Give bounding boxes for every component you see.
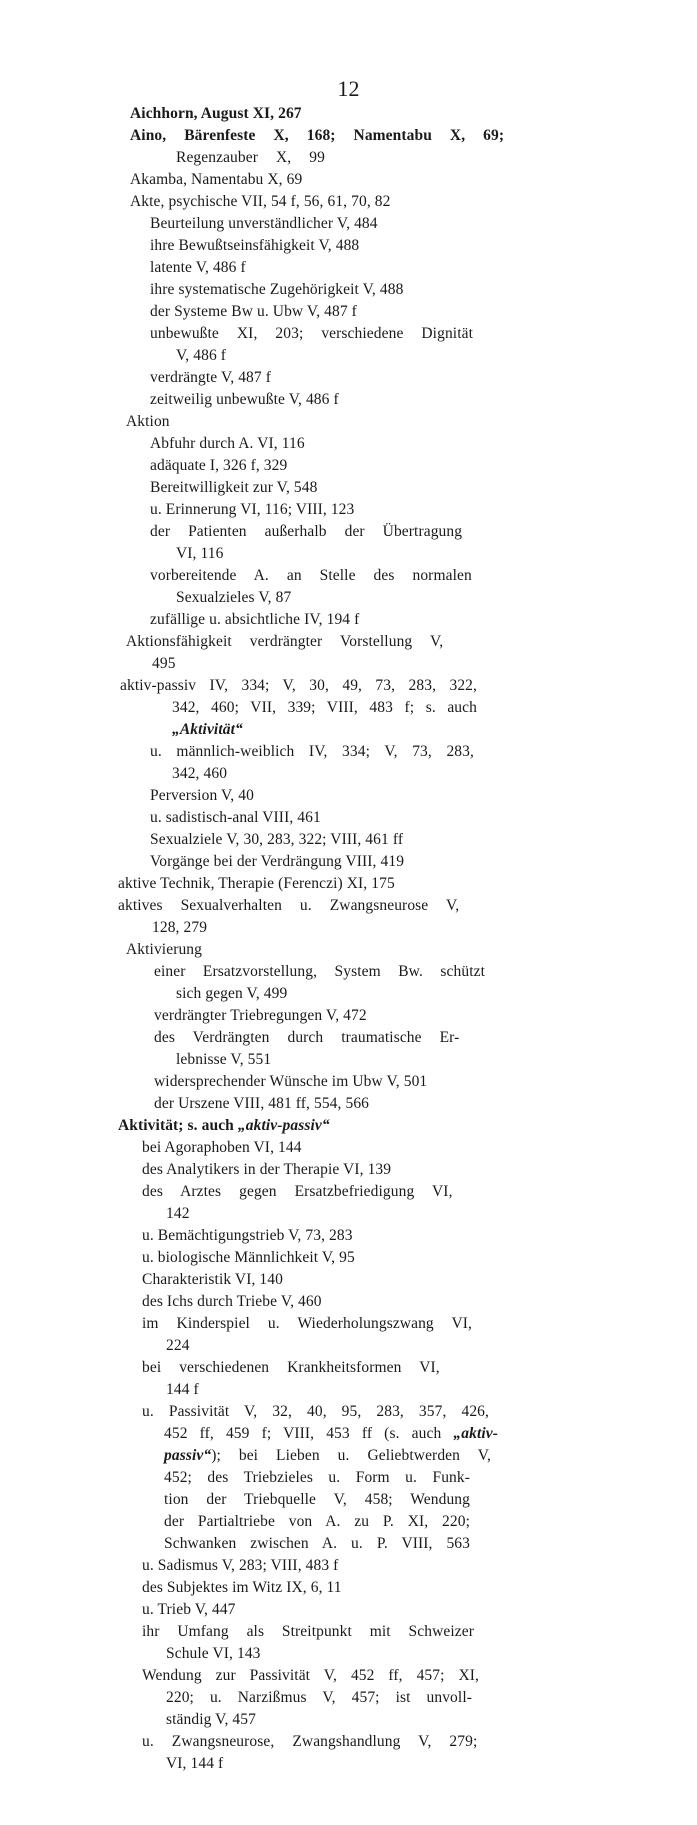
index-text: adäquate I, 326 f, 329 — [150, 457, 288, 474]
index-text: Sexualziele V, 30, 283, 322; VIII, 461 ff — [150, 831, 404, 848]
index-text: 495 — [152, 655, 176, 672]
index-line — [150, 236, 359, 256]
index-line — [150, 390, 339, 410]
index-text: passiv“ — [164, 1447, 212, 1464]
index-text: 142 — [166, 1205, 190, 1222]
index-text: Regenzauber X, 99 — [176, 149, 325, 166]
index-text: der Partialtriebe von A. zu P. XI, 220; — [164, 1513, 470, 1530]
index-line — [176, 346, 226, 366]
index-line — [120, 676, 477, 696]
index-line — [126, 632, 443, 652]
index-text: 452; des Triebzieles u. Form u. Funk- — [164, 1469, 470, 1486]
index-line — [150, 742, 474, 762]
index-line — [176, 984, 287, 1004]
index-line — [150, 786, 254, 806]
index-text: des Verdrängten durch traumatische Er- — [154, 1029, 460, 1046]
index-text: Wendung zur Passivität V, 452 ff, 457; XI, — [142, 1667, 479, 1684]
index-line — [142, 1226, 353, 1246]
index-line — [150, 830, 403, 850]
index-text: Aichhorn, August XI, 267 — [130, 105, 302, 122]
page-number: 12 — [337, 76, 360, 101]
index-line — [166, 1336, 190, 1356]
index-line — [166, 1644, 261, 1664]
index-text: zufällige u. absichtliche IV, 194 f — [150, 611, 360, 628]
index-line — [166, 1688, 472, 1708]
index-line — [150, 214, 378, 234]
index-line — [142, 1314, 472, 1334]
index-text: 128, 279 — [152, 919, 208, 936]
index-text: bei Agoraphoben VI, 144 — [142, 1139, 302, 1156]
index-line — [152, 918, 207, 938]
index-line — [150, 808, 321, 828]
index-line — [142, 1160, 391, 1180]
index-line — [166, 1380, 199, 1400]
index-text: u. männlich-weiblich IV, 334; V, 73, 283, — [150, 743, 474, 760]
index-line — [142, 1270, 283, 1290]
index-text: aktive Technik, Therapie (Ferenczi) XI, 175 — [118, 875, 395, 892]
index-line — [130, 170, 302, 190]
index-text: bei verschiedenen Krankheitsformen VI, — [142, 1359, 440, 1376]
index-text: unbewußte XI, 203; verschiedene Dignität — [150, 325, 473, 342]
index-line — [164, 1446, 491, 1466]
index-line — [176, 1050, 271, 1070]
index-line — [142, 1292, 322, 1312]
index-line — [142, 1666, 479, 1686]
index-line — [172, 764, 227, 784]
index-text: Beurteilung unverständlicher V, 484 — [150, 215, 378, 232]
index-line — [166, 1710, 256, 1730]
index-text: u. Bemächtigungstrieb V, 73, 283 — [142, 1227, 353, 1244]
index-line — [142, 1248, 355, 1268]
index-text: 342, 460 — [172, 765, 228, 782]
index-text: Aktivierung — [126, 941, 203, 958]
index-text: aktives Sexualverhalten u. Zwangsneurose V, — [118, 897, 460, 914]
index-text: u. Erinnerung VI, 116; VIII, 123 — [150, 501, 355, 518]
index-line — [142, 1138, 302, 1158]
index-text: latente V, 486 f — [150, 259, 246, 276]
index-text: V, 486 f — [176, 347, 227, 364]
index-text: der Patienten außerhalb der Übertragung — [150, 523, 463, 540]
index-text: Aktionsfähigkeit verdrängter Vorstellung V, — [126, 633, 444, 650]
index-line — [118, 896, 459, 916]
index-line — [150, 852, 404, 872]
index-line — [150, 280, 403, 300]
index-line — [126, 412, 170, 432]
index-text: VI, 116 — [176, 545, 224, 562]
index-text: Akte, psychische VII, 54 f, 56, 61, 70, 82 — [130, 193, 391, 210]
index-text: des Ichs durch Triebe V, 460 — [142, 1293, 322, 1310]
index-line — [172, 698, 477, 718]
index-text: u. Passivität V, 32, 40, 95, 283, 357, 426, — [142, 1403, 489, 1420]
index-line — [172, 720, 243, 740]
index-text: 342, 460; VII, 339; VIII, 483 f; s. auch — [172, 699, 477, 716]
index-line — [142, 1622, 474, 1642]
index-text: „Aktivität“ — [172, 721, 243, 738]
index-text: Aktivität; s. auch — [118, 1117, 238, 1134]
index-line — [150, 258, 246, 278]
index-text: u. Sadismus V, 283; VIII, 483 f — [142, 1557, 339, 1574]
index-line — [150, 368, 271, 388]
index-line — [150, 302, 357, 322]
index-line — [142, 1600, 236, 1620]
index-line — [142, 1358, 440, 1378]
index-line — [166, 1754, 223, 1774]
index-text: Akamba, Namentabu X, 69 — [130, 171, 303, 188]
index-line — [150, 566, 472, 586]
index-line — [154, 1028, 459, 1048]
index-text: 220; u. Narzißmus V, 457; ist unvoll- — [166, 1689, 472, 1706]
index-text: u. sadistisch-anal VIII, 461 — [150, 809, 321, 826]
index-text: vorbereitende A. an Stelle des normalen — [150, 567, 472, 584]
index-text: VI, 144 f — [166, 1755, 224, 1772]
index-line — [164, 1424, 498, 1444]
index-line — [164, 1534, 470, 1554]
index-text: „aktiv-passiv“ — [237, 1117, 330, 1134]
index-text: im Kinderspiel u. Wiederholungszwang VI, — [142, 1315, 473, 1332]
index-text: 224 — [166, 1337, 190, 1354]
index-text: widersprechender Wünsche im Ubw V, 501 — [154, 1073, 428, 1090]
index-line — [154, 1072, 427, 1092]
index-text: aktiv-passiv IV, 334; V, 30, 49, 73, 283, 322, — [120, 677, 477, 694]
index-text: des Analytikers in der Therapie VI, 139 — [142, 1161, 392, 1178]
index-line — [176, 148, 325, 168]
index-text: 144 f — [166, 1381, 199, 1398]
index-text: Perversion V, 40 — [150, 787, 254, 804]
index-line — [130, 126, 504, 146]
index-text: Aktion — [126, 413, 170, 430]
index-line — [142, 1578, 342, 1598]
index-line — [118, 874, 395, 894]
index-line — [126, 940, 202, 960]
index-line — [130, 192, 391, 212]
index-line — [154, 962, 485, 982]
index-line — [166, 1204, 190, 1224]
index-text: der Urszene VIII, 481 ff, 554, 566 — [154, 1095, 370, 1112]
index-text: u. Zwangsneurose, Zwangshandlung V, 279; — [142, 1733, 478, 1750]
index-line — [118, 1116, 330, 1136]
index-text: zeitweilig unbewußte V, 486 f — [150, 391, 339, 408]
index-line — [130, 104, 302, 124]
index-text: Vorgänge bei der Verdrängung VIII, 419 — [150, 853, 405, 870]
index-line — [142, 1556, 338, 1576]
index-line — [152, 654, 176, 674]
index-text: verdrängte V, 487 f — [150, 369, 271, 386]
index-line — [154, 1006, 367, 1026]
index-line — [164, 1512, 470, 1532]
index-text: einer Ersatzvorstellung, System Bw. schützt — [154, 963, 485, 980]
index-text: sich gegen V, 499 — [176, 985, 288, 1002]
index-line — [150, 456, 287, 476]
index-text: lebnisse V, 551 — [176, 1051, 272, 1068]
index-text: der Systeme Bw u. Ubw V, 487 f — [150, 303, 357, 320]
index-line — [176, 588, 291, 608]
index-text: ihre Bewußtseinsfähigkeit V, 488 — [150, 237, 360, 254]
index-text: Abfuhr durch A. VI, 116 — [150, 435, 305, 452]
index-line — [176, 544, 223, 564]
index-line — [164, 1490, 470, 1510]
index-text: Aino, Bärenfeste X, 168; Namentabu X, 69; — [130, 127, 505, 144]
index-line — [150, 478, 317, 498]
index-text: verdrängter Triebregungen V, 472 — [154, 1007, 367, 1024]
index-text: „aktiv- — [453, 1425, 498, 1442]
index-line — [150, 500, 354, 520]
index-text: ihr Umfang als Streitpunkt mit Schweizer — [142, 1623, 474, 1640]
index-line — [150, 434, 305, 454]
index-line — [164, 1468, 470, 1488]
index-text: des Arztes gegen Ersatzbefriedigung VI, — [142, 1183, 453, 1200]
index-text: ); bei Lieben u. Geliebtwerden V, — [211, 1447, 491, 1464]
index-line — [142, 1182, 453, 1202]
index-line — [142, 1732, 477, 1752]
index-text: des Subjektes im Witz IX, 6, 11 — [142, 1579, 342, 1596]
index-line — [150, 610, 359, 630]
index-text: Schwanken zwischen A. u. P. VIII, 563 — [164, 1535, 470, 1552]
index-line — [142, 1402, 489, 1422]
index-text: Sexualzieles V, 87 — [176, 589, 292, 606]
index-text: u. biologische Männlichkeit V, 95 — [142, 1249, 355, 1266]
index-line — [150, 324, 473, 344]
index-line — [150, 522, 462, 542]
index-line — [154, 1094, 369, 1114]
index-text: 452 ff, 459 f; VIII, 453 ff (s. auch — [164, 1425, 454, 1442]
index-text: Bereitwilligkeit zur V, 548 — [150, 479, 318, 496]
index-text: ständig V, 457 — [166, 1711, 256, 1728]
index-text: Schule VI, 143 — [166, 1645, 261, 1662]
index-text: ihre systematische Zugehörigkeit V, 488 — [150, 281, 404, 298]
index-text: tion der Triebquelle V, 458; Wendung — [164, 1491, 470, 1508]
index-text: u. Trieb V, 447 — [142, 1601, 236, 1618]
index-text: Charakteristik VI, 140 — [142, 1271, 283, 1288]
